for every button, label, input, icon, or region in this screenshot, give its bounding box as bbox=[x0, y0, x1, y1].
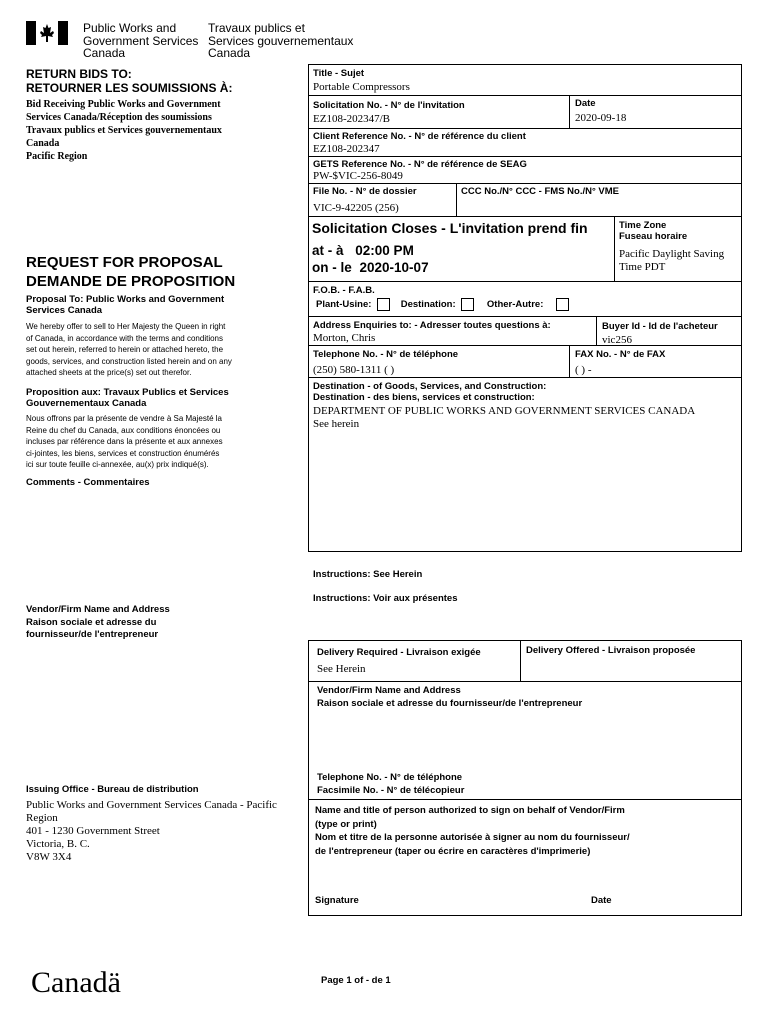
ccc-label: CCC No./N° CCC - FMS No./N° VME bbox=[461, 186, 620, 197]
auth-line: (type or print) bbox=[315, 818, 377, 830]
proposal-line: Nous offrons par la présente de vendre à Sa Majesté la bbox=[26, 414, 222, 423]
signature-date-label[interactable]: Date bbox=[591, 895, 612, 906]
issuing-line: 401 - 1230 Government Street bbox=[26, 825, 160, 837]
buyer-id-value: vic256 bbox=[602, 334, 632, 346]
department-name-fr bbox=[208, 22, 353, 60]
at-label: at - à bbox=[312, 243, 344, 258]
rfp-en: REQUEST FOR PROPOSAL bbox=[26, 254, 223, 271]
return-bids-fr: RETOURNER LES SOUMISSIONS À: bbox=[26, 81, 233, 95]
return-bids-en: RETURN BIDS TO: bbox=[26, 67, 132, 81]
issuing-office-address bbox=[26, 799, 277, 864]
facsimile-label: Facsimile No. - N° de télécopieur bbox=[317, 785, 465, 796]
vendor-label-en: Vendor/Firm Name and Address bbox=[317, 685, 461, 696]
vendor-name-label[interactable] bbox=[317, 685, 582, 710]
proposal-line: We hereby offer to sell to Her Majesty the Queen in right bbox=[26, 322, 226, 331]
dest-label-en: Destination - of Goods, Services, and Construction: bbox=[313, 381, 547, 392]
closing-time-value: 02:00 PM bbox=[355, 243, 414, 258]
dept-en-line: Public Works and bbox=[83, 21, 177, 35]
fax-label: FAX No. - N° de FAX bbox=[575, 349, 666, 360]
date-label: Date bbox=[575, 98, 596, 109]
telephone-label: Telephone No. - N° de téléphone bbox=[313, 349, 459, 360]
vendor-label-fr: Raison sociale et adresse du fournisseur/de l'entrepreneur bbox=[317, 697, 583, 709]
telephone-value: (250) 580-1311 ( ) bbox=[313, 364, 395, 376]
auth-line: Nom et titre de la personne autorisée à signer au nom du fournisseur/ bbox=[315, 832, 630, 843]
issuing-line: Public Works and Government Services Canada - Pacific bbox=[26, 799, 277, 811]
plant-checkbox[interactable] bbox=[377, 298, 390, 311]
tz-label-fr: Fuseau horaire bbox=[619, 231, 688, 242]
fax-value: ( ) - bbox=[575, 364, 592, 376]
proposal-line: set out herein, referred to herein or attached hereto, the bbox=[26, 345, 224, 354]
on-label: on - le bbox=[312, 260, 352, 275]
tz-value-line: Time PDT bbox=[619, 261, 666, 273]
phone-label: Telephone No. - N° de téléphone bbox=[317, 772, 463, 783]
dest-label-fr: Destination - des biens, services et construction: bbox=[313, 392, 535, 403]
instructions-en: Instructions: See Herein bbox=[313, 569, 423, 580]
proposal-line: ci-jointes, les biens, services et construction énumérés bbox=[26, 448, 220, 458]
fob-label: F.O.B. - F.A.B. bbox=[313, 285, 375, 296]
proposal-line: Reine du chef du Canada, aux conditions énoncées ou bbox=[26, 425, 221, 435]
return-bids-heading bbox=[26, 67, 232, 95]
vendor-phone-label[interactable] bbox=[317, 771, 464, 797]
proposal-text-en bbox=[26, 321, 232, 379]
other-label: Other-Autre: bbox=[486, 299, 544, 311]
closing-date-row bbox=[312, 259, 429, 276]
canada-wordmark: Canadä bbox=[31, 966, 121, 999]
proposal-line: ici sur toute feuille ci-annexée, au(x) prix indiqué(s). bbox=[26, 460, 209, 469]
proposal-text-fr bbox=[26, 413, 223, 471]
dest-value-line: See herein bbox=[313, 418, 360, 430]
vendor-name-fr: Raison sociale et adresse du bbox=[26, 616, 157, 628]
destination-label: Destination: bbox=[400, 299, 456, 311]
date-value: 2020-09-18 bbox=[575, 112, 627, 124]
canada-flag-icon bbox=[26, 21, 68, 45]
gets-label: GETS Reference No. - N° de référence de SEAG bbox=[313, 159, 527, 170]
dept-en-line: Canada bbox=[83, 46, 126, 60]
issuing-line: V8W 3X4 bbox=[26, 851, 72, 863]
destination-goods-value bbox=[313, 405, 695, 431]
closing-time-row bbox=[312, 242, 414, 259]
time-zone-label bbox=[619, 220, 687, 242]
page-number: Page 1 of - de 1 bbox=[321, 975, 391, 986]
file-no-label: File No. - N° de dossier bbox=[313, 186, 417, 197]
tz-value-line: Pacific Daylight Saving bbox=[619, 248, 725, 260]
vendor-name-fr: fournisseur/de l'entrepreneur bbox=[26, 629, 159, 640]
file-no-value: VIC-9-42205 (256) bbox=[313, 202, 399, 214]
dept-en-line: Government Services bbox=[83, 33, 199, 48]
delivery-offered-label[interactable]: Delivery Offered - Livraison proposée bbox=[526, 645, 696, 656]
comments-label: Comments - Commentaires bbox=[26, 477, 150, 488]
solicitation-label: Solicitation No. - N° de l'invitation bbox=[313, 100, 465, 111]
client-ref-value: EZ108-202347 bbox=[313, 143, 380, 155]
plant-label: Plant-Usine: bbox=[316, 299, 372, 311]
dept-fr-line: Canada bbox=[208, 46, 251, 60]
rfp-heading bbox=[26, 253, 235, 291]
tz-label-en: Time Zone bbox=[619, 220, 667, 231]
issuing-line: Region bbox=[26, 812, 58, 824]
proposal-to-fr: Proposition aux: Travaux Publics et Services Gouvernementaux Canada bbox=[26, 387, 229, 409]
address-enquiries-value: Morton, Chris bbox=[313, 332, 376, 344]
return-address bbox=[26, 98, 222, 163]
title-label: Title - Sujet bbox=[313, 68, 365, 79]
solicitation-value: EZ108-202347/B bbox=[313, 113, 390, 125]
closing-date-value: 2020-10-07 bbox=[359, 260, 429, 275]
auth-line: Name and title of person authorized to sign on behalf of Vendor/Firm bbox=[315, 805, 625, 816]
fob-options bbox=[316, 298, 569, 311]
closes-label: Solicitation Closes - L'invitation prend fin bbox=[312, 220, 588, 236]
auth-line: de l'entrepreneur (taper ou écrire en caractères d'imprimerie) bbox=[315, 845, 591, 857]
issuing-line: Victoria, B. C. bbox=[26, 838, 90, 850]
proposal-line: of Canada, in accordance with the terms and conditions bbox=[26, 333, 224, 343]
department-name-en bbox=[83, 22, 198, 60]
proposal-to-en: Proposal To: Public Works and Government Services Canada bbox=[26, 294, 225, 316]
rfp-fr: DEMANDE DE PROPOSITION bbox=[26, 273, 236, 290]
buyer-id-label: Buyer Id - Id de l'acheteur bbox=[602, 321, 718, 332]
destination-goods-label bbox=[313, 381, 546, 403]
time-zone-value bbox=[619, 248, 724, 274]
proposal-line: attached sheets at the price(s) set out therefor. bbox=[26, 368, 192, 377]
address-line: Bid Receiving Public Works and Government bbox=[26, 99, 221, 110]
delivery-required-label: Delivery Required - Livraison exigée bbox=[317, 647, 481, 658]
address-line: Travaux publics et Services gouvernementaux bbox=[26, 125, 222, 136]
address-line: Pacific Region bbox=[26, 151, 88, 162]
title-value: Portable Compressors bbox=[313, 81, 410, 93]
dept-fr-line: Travaux publics et bbox=[208, 21, 305, 35]
proposal-line: incluses par référence dans la présente et aux annexes bbox=[26, 437, 223, 446]
vendor-name-en: Vendor/Firm Name and Address bbox=[26, 604, 170, 615]
destination-checkbox[interactable] bbox=[461, 298, 474, 311]
instructions-fr: Instructions: Voir aux présentes bbox=[313, 593, 458, 604]
proposal-line: goods, services, and construction listed herein and on any bbox=[26, 356, 232, 366]
dept-fr-line: Services gouvernementaux bbox=[208, 33, 354, 48]
issuing-office-label: Issuing Office - Bureau de distribution bbox=[26, 784, 199, 795]
other-checkbox[interactable] bbox=[556, 298, 569, 311]
address-line: Services Canada/Réception des soumissions bbox=[26, 112, 212, 123]
vendor-name-label-left bbox=[26, 604, 170, 642]
address-enquiries-label: Address Enquiries to: - Adresser toutes questions à: bbox=[313, 320, 551, 331]
authorized-person-label[interactable] bbox=[315, 804, 630, 858]
address-line: Canada bbox=[26, 138, 60, 149]
delivery-required-value: See Herein bbox=[317, 663, 366, 675]
client-ref-label: Client Reference No. - N° de référence du client bbox=[313, 131, 526, 142]
dest-value-line: DEPARTMENT OF PUBLIC WORKS AND GOVERNMENT SERVICES CANADA bbox=[313, 405, 696, 417]
signature-label[interactable]: Signature bbox=[315, 895, 359, 906]
gets-value: PW-$VIC-256-8049 bbox=[313, 170, 403, 182]
